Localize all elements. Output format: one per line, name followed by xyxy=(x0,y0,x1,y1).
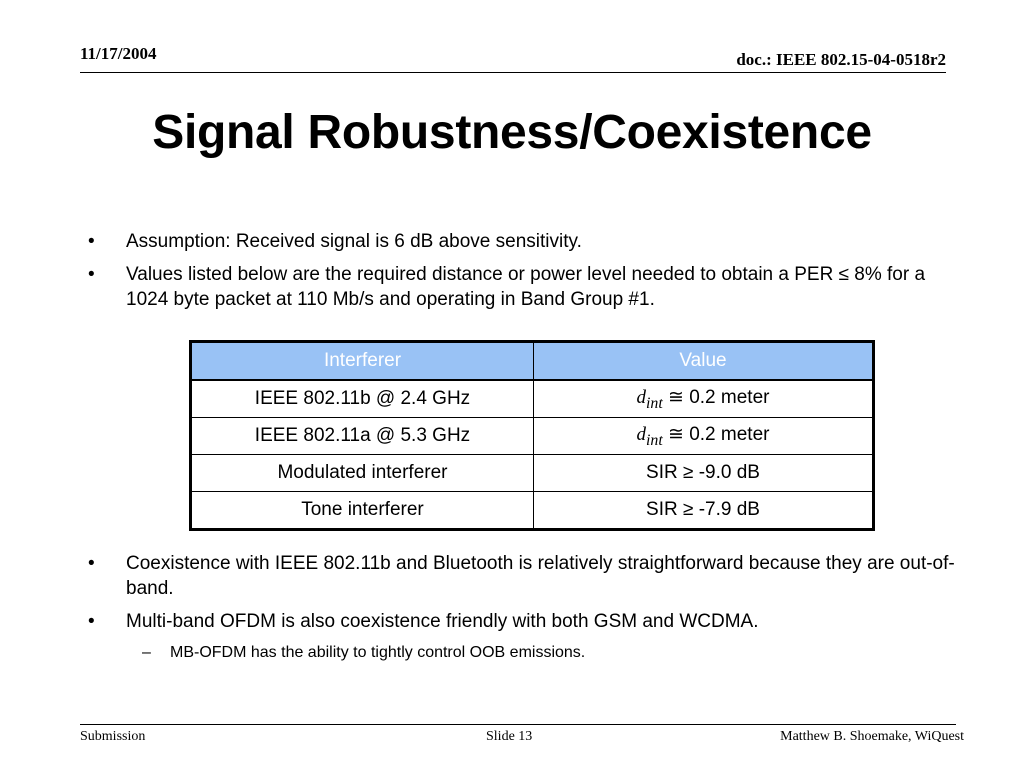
footer-author: Matthew B. Shoemake, WiQuest xyxy=(780,729,964,744)
cell-interferer: IEEE 802.11a @ 5.3 GHz xyxy=(191,418,534,455)
bullet-assumption: • Assumption: Received signal is 6 dB above sensitivity. xyxy=(86,229,966,254)
table-row xyxy=(191,455,874,492)
top-bullet-list xyxy=(86,229,966,320)
dint-sub: int xyxy=(646,394,663,412)
cell-value: SIR ≥ -9.0 dB xyxy=(534,455,874,492)
dint-sub: int xyxy=(646,431,663,449)
dint-var: d xyxy=(636,386,647,408)
column-header-interferer: Interferer xyxy=(191,342,534,381)
interferer-table xyxy=(189,340,875,531)
cell-value: SIR ≥ -7.9 dB xyxy=(534,492,874,530)
bullet-multiband: • Multi-band OFDM is also coexistence friendly with both GSM and WCDMA. xyxy=(86,609,966,634)
table-row xyxy=(191,492,874,530)
table-row xyxy=(191,380,874,418)
header-date: 11/17/2004 xyxy=(80,44,157,63)
table-header-row xyxy=(191,342,874,381)
value-text: ≅ 0.2 meter xyxy=(662,423,770,445)
cell-value xyxy=(534,380,874,418)
table-row xyxy=(191,418,874,455)
cell-interferer: Tone interferer xyxy=(191,492,534,530)
header-doc-id: doc.: IEEE 802.15-04-0518r2 xyxy=(736,50,946,69)
bottom-bullet-list xyxy=(86,551,966,664)
slide-title: Signal Robustness/Coexistence xyxy=(152,106,872,159)
column-header-value: Value xyxy=(534,342,874,381)
dint-var: d xyxy=(636,423,647,445)
cell-interferer: IEEE 802.11b @ 2.4 GHz xyxy=(191,380,534,418)
bullet-values: • Values listed below are the required distance or power level needed to obtain a PER ≤ 8% for a 1024 byte packet at 110 Mb/s and operating in Band Group #1. xyxy=(86,262,966,312)
footer-slide-number: Slide 13 xyxy=(486,729,533,744)
sub-bullet-oob: – MB-OFDM has the ability to tightly control OOB emissions. xyxy=(86,642,966,664)
value-text: ≅ 0.2 meter xyxy=(662,386,770,408)
bullet-coexistence: • Coexistence with IEEE 802.11b and Bluetooth is relatively straightforward because they are out-of-band. xyxy=(86,551,966,601)
footer-submission: Submission xyxy=(80,729,146,744)
footer-rule xyxy=(80,724,956,725)
cell-interferer: Modulated interferer xyxy=(191,455,534,492)
header-rule xyxy=(80,72,946,73)
cell-value xyxy=(534,418,874,455)
